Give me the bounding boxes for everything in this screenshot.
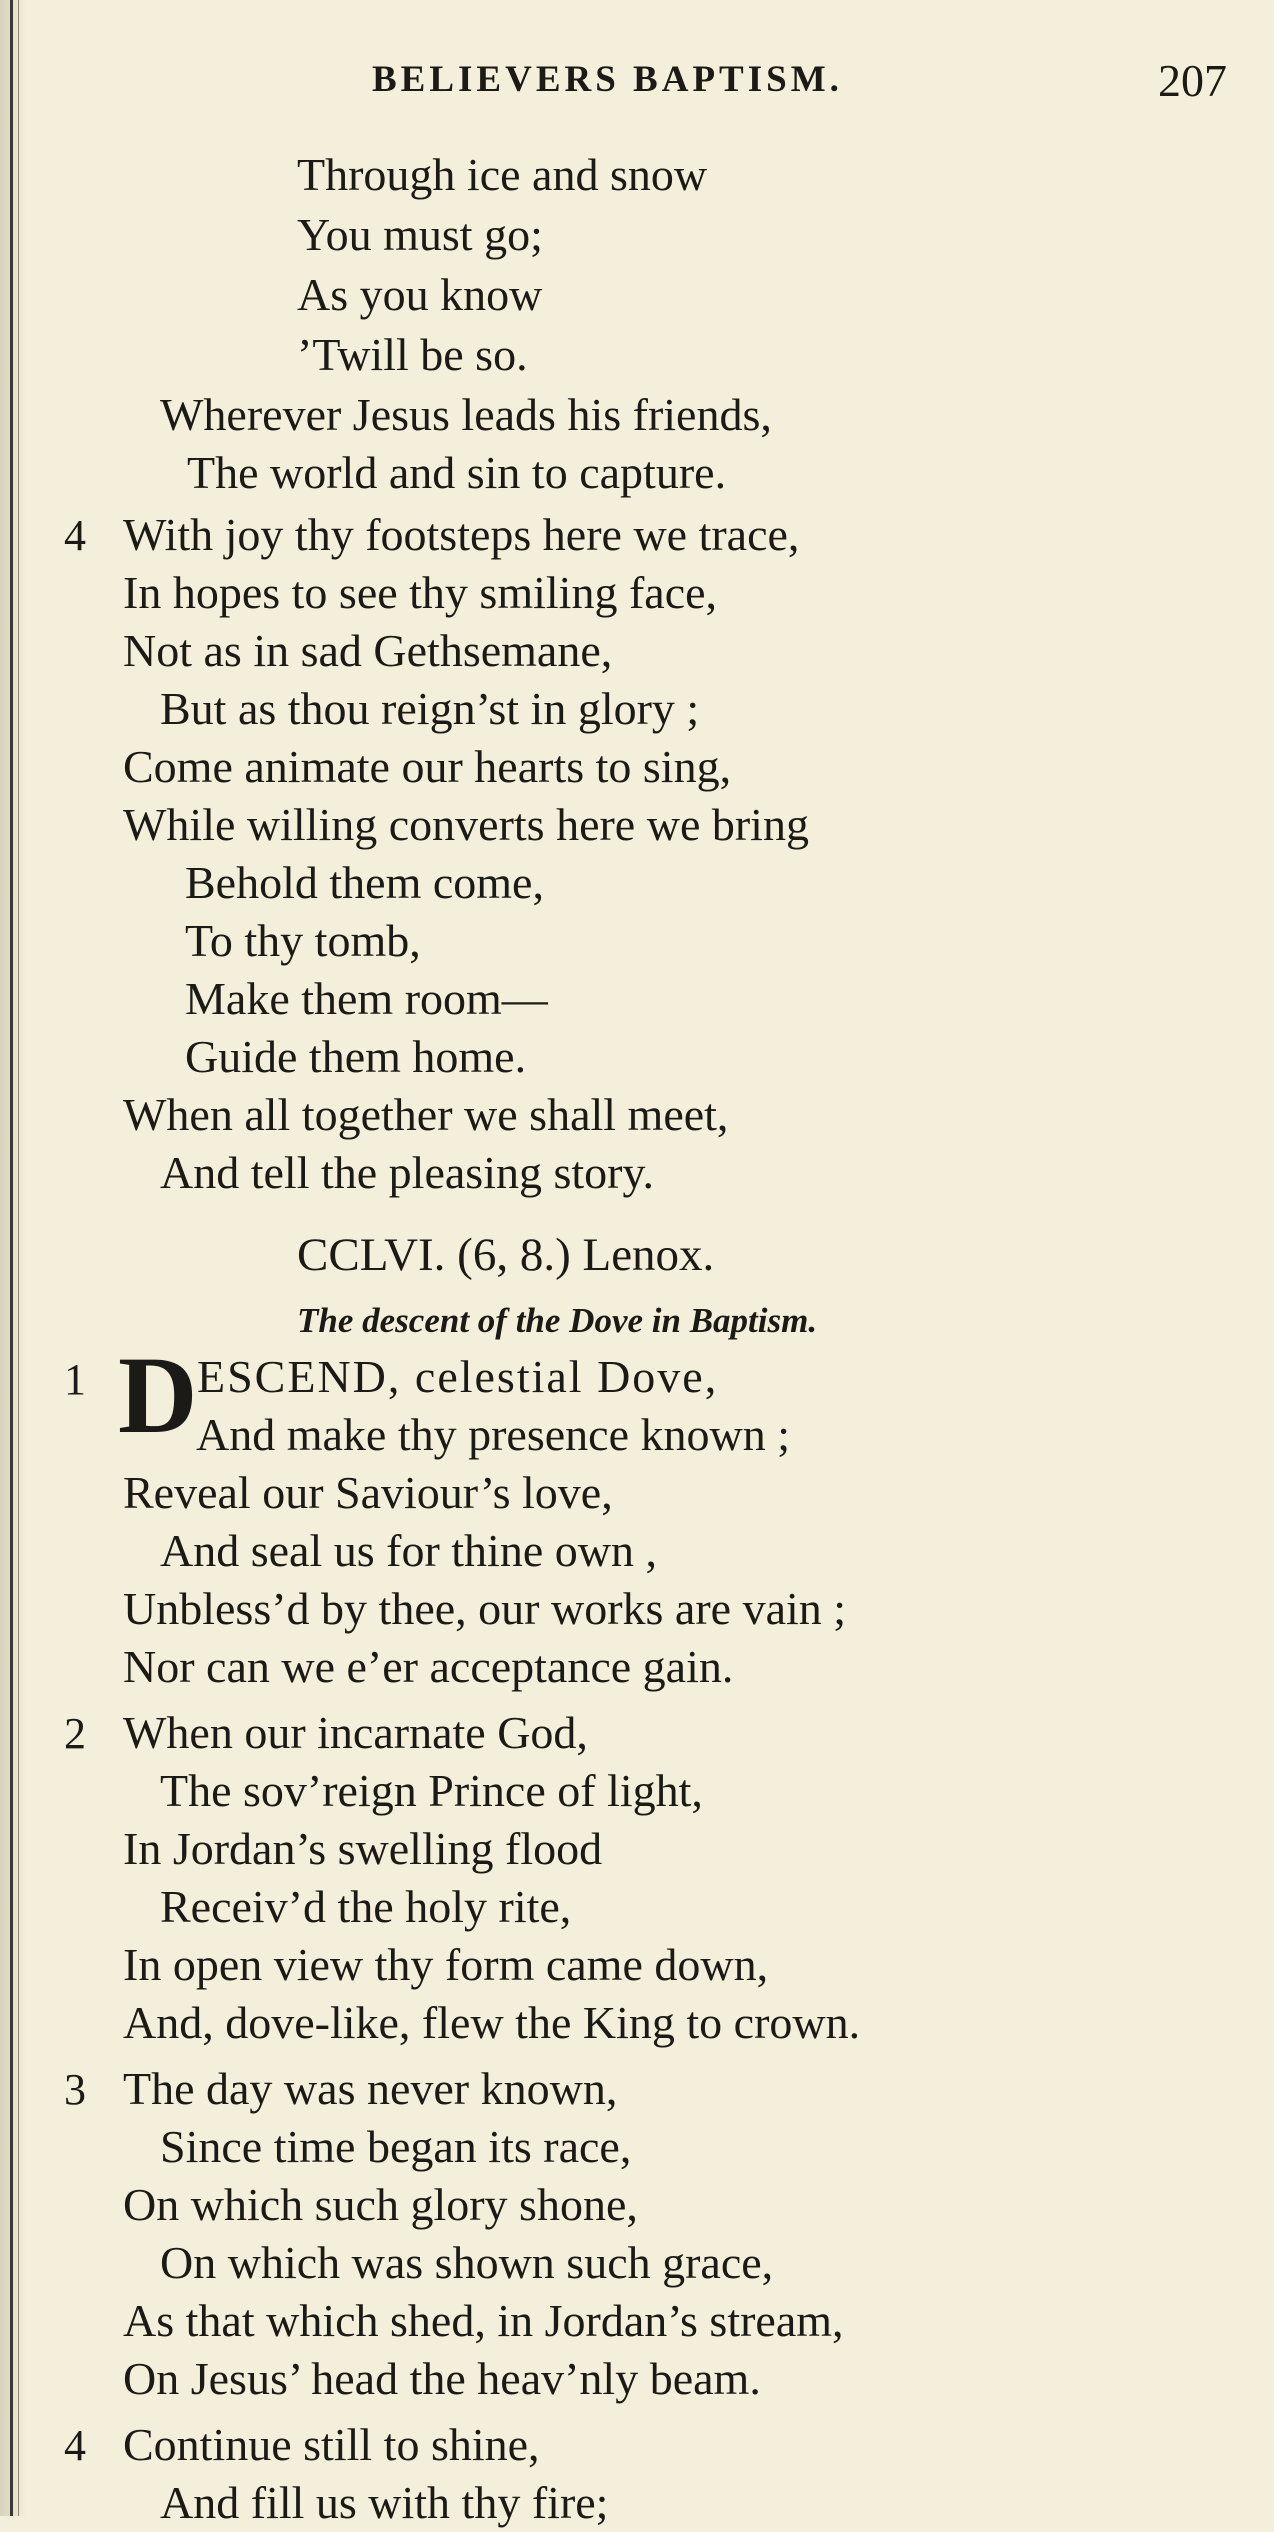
binding-edge-shadow (18, 0, 19, 2516)
verse-line: With joy thy footsteps here we trace, (123, 509, 800, 560)
verse-line: Unbless’d by thee, our works are vain ; (123, 1583, 847, 1634)
verse-line: As you know (297, 269, 543, 320)
verse-line: The sov’reign Prince of light, (160, 1765, 703, 1816)
page-number: 207 (1158, 55, 1227, 106)
verse-line: In open view thy form came down, (123, 1939, 769, 1990)
stanza-number: 3 (64, 2065, 86, 2114)
drop-cap: D (118, 1334, 198, 1456)
verse-line: Since time began its race, (160, 2121, 632, 2172)
page-header (372, 55, 1227, 128)
running-title: BELIEVERS BAPTISM. (372, 59, 843, 100)
verse-line: Reveal our Saviour’s love, (123, 1467, 613, 1518)
verse-line: To thy tomb, (185, 915, 421, 966)
verse-line: When our incarnate God, (123, 1707, 588, 1758)
stanza-number: 4 (64, 511, 86, 560)
verse-line: And fill us with thy fire; (160, 2477, 609, 2528)
verse-line: Receiv’d the holy rite, (160, 1881, 572, 1932)
verse-line: The day was never known, (123, 2063, 618, 2114)
stanza-number: 1 (64, 1355, 86, 1404)
verse-line: On which was shown such grace, (160, 2237, 774, 2288)
verse-line: Make them room— (185, 973, 548, 1024)
verse-line: Through ice and snow (297, 149, 708, 200)
verse-line: In hopes to see thy smiling face, (123, 567, 718, 618)
binding-edge (10, 0, 13, 2516)
verse-line: Continue still to shine, (123, 2419, 540, 2470)
page-gutter (0, 0, 26, 2516)
hymn-title: CCLVI. (6, 8.) Lenox. (297, 1229, 715, 1281)
verse-line: ’Twill be so. (297, 329, 528, 380)
hymn-subtitle: The descent of the Dove in Baptism. (297, 1301, 818, 1340)
verse-line: While willing converts here we bring (123, 799, 809, 850)
verse-line: But as thou reign’st in glory ; (160, 683, 700, 734)
verse-line: You must go; (297, 209, 543, 260)
verse-line: On Jesus’ head the heav’nly beam. (123, 2353, 761, 2404)
verse-line: As that which shed, in Jordan’s stream, (123, 2295, 844, 2346)
verse-line: And seal us for thine own , (160, 1525, 657, 1576)
verse-line: Come animate our hearts to sing, (123, 741, 732, 792)
verse-line: In Jordan’s swelling flood (123, 1823, 603, 1874)
verse-line: On which such glory shone, (123, 2179, 638, 2230)
verse-line: When all together we shall meet, (123, 1089, 729, 1140)
stanza-number: 4 (64, 2421, 86, 2470)
verse-line: Guide them home. (185, 1031, 527, 1082)
verse-line: Wherever Jesus leads his friends, (160, 389, 772, 440)
verse-line: Behold them come, (185, 857, 544, 908)
verse-line: Nor can we e’er acceptance gain. (123, 1641, 734, 1692)
verse-line: Not as in sad Gethsemane, (123, 625, 613, 676)
verse-line: And, dove-like, flew the King to crown. (123, 1997, 861, 2048)
verse-line: And tell the pleasing story. (160, 1147, 654, 1198)
stanza-number: 2 (64, 1709, 86, 1758)
verse-line: And make thy presence known ; (196, 1409, 791, 1460)
verse-line: The world and sin to capture. (187, 447, 727, 498)
verse-line: ESCEND, celestial Dove, (197, 1351, 719, 1402)
